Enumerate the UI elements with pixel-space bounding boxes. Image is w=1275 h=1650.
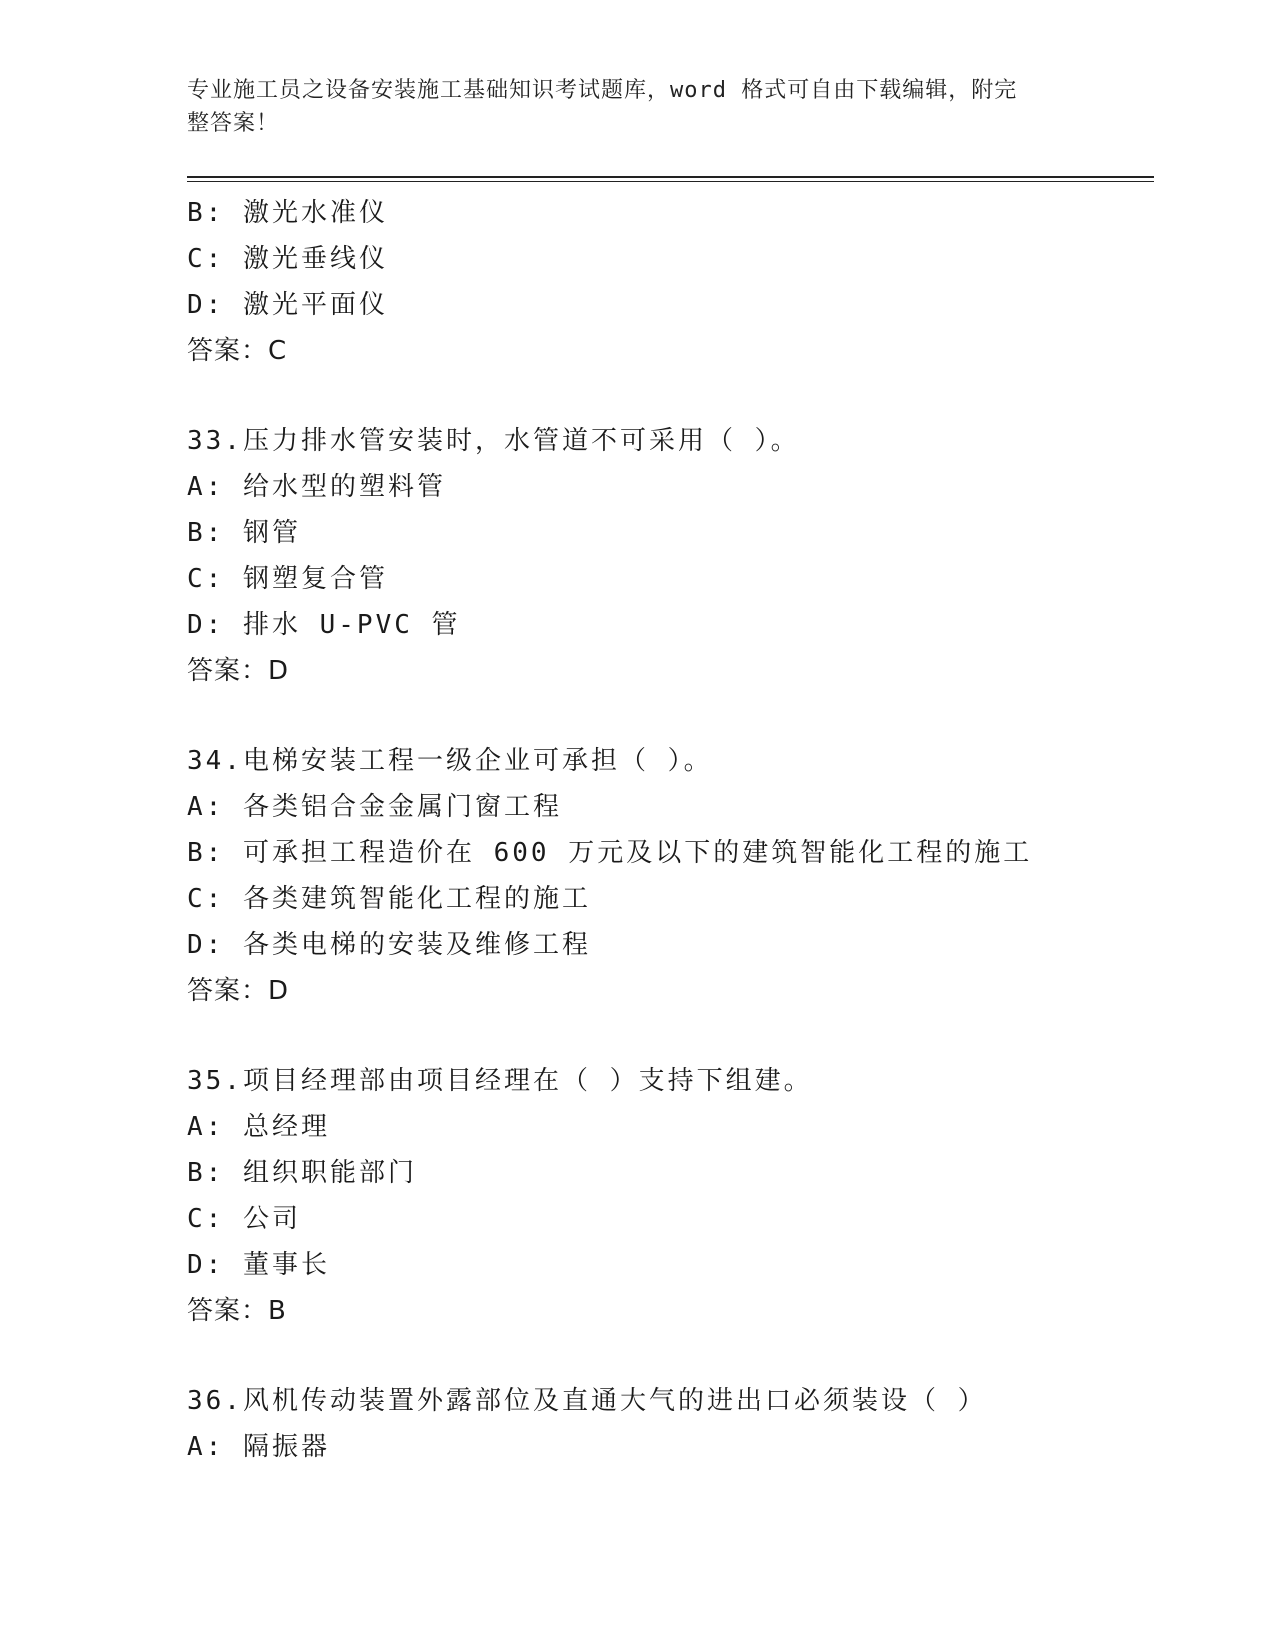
spacer [187,1014,1157,1058]
question-33 [187,418,1157,694]
spacer [187,374,1157,418]
spacer [187,1334,1157,1378]
option-b: B: 激光水准仪 [187,198,388,228]
option-a: A: 隔振器 [187,1432,330,1462]
header-rule-thick [187,176,1154,178]
option-a: A: 给水型的塑料管 [187,472,446,502]
header-rule-thin [187,181,1154,182]
question-stem: 36.风机传动装置外露部位及直通大气的进出口必须装设（ ） [187,1386,987,1416]
option-c: C: 公司 [187,1204,301,1234]
option-d: D: 排水 U-PVC 管 [187,610,461,640]
spacer [187,694,1157,738]
answer-line: 答案：B [187,1296,287,1326]
option-a: A: 各类铝合金金属门窗工程 [187,792,562,822]
question-35 [187,1058,1157,1334]
document-body [187,190,1157,1470]
document-header [187,74,1067,140]
header-title-line1: 专业施工员之设备安装施工基础知识考试题库，word 格式可自由下载编辑，附完 [187,78,1018,103]
option-b: B: 钢管 [187,518,301,548]
answer-line: 答案：D [187,656,290,686]
option-d: D: 各类电梯的安装及维修工程 [187,930,591,960]
answer-line: 答案：C [187,336,288,366]
question-32-continuation [187,190,1157,374]
option-d: D: 董事长 [187,1250,330,1280]
question-36 [187,1378,1157,1470]
option-b: B: 可承担工程造价在 600 万元及以下的建筑智能化工程的施工 [187,838,1033,868]
question-stem: 35.项目经理部由项目经理在（ ）支持下组建。 [187,1066,813,1096]
question-34 [187,738,1157,1014]
option-c: C: 激光垂线仪 [187,244,388,274]
option-c: C: 钢塑复合管 [187,564,388,594]
option-a: A: 总经理 [187,1112,330,1142]
option-c: C: 各类建筑智能化工程的施工 [187,884,591,914]
question-stem: 33.压力排水管安装时，水管道不可采用（ ）。 [187,426,800,456]
option-b: B: 组织职能部门 [187,1158,417,1188]
answer-line: 答案：D [187,976,290,1006]
question-stem: 34.电梯安装工程一级企业可承担（ ）。 [187,746,713,776]
header-title-line2: 整答案！ [187,111,280,136]
option-d: D: 激光平面仪 [187,290,388,320]
